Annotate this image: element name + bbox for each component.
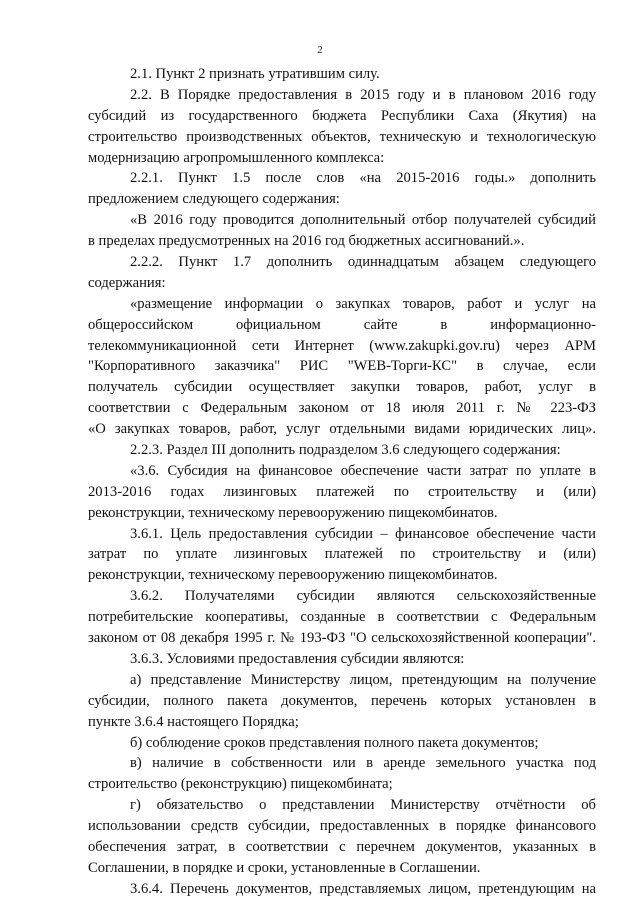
text-line: «размещение информации о закупках товаров, работ и услуг на	[130, 295, 596, 312]
text-line: строительство производственных объектов, техническую и технологическую	[88, 128, 596, 145]
text-line: в) наличие в собственности или в аренде земельного участка под	[130, 755, 596, 772]
text-line: строительство (реконструкцию) пищекомбината;	[88, 776, 393, 793]
text-line: содержания:	[88, 274, 166, 291]
text-line: обеспечения затрат, в соответствии с перечнем документов, указанных в	[88, 838, 596, 855]
text-line: Соглашении, в порядке и сроки, установленные в Соглашении.	[88, 859, 481, 876]
text-line: 2.2.3. Раздел III дополнить подразделом 3.6 следующего содержания:	[130, 442, 561, 459]
text-line: пункте 3.6.4 настоящего Порядка;	[88, 713, 299, 730]
text-line: 2.2.2. Пункт 1.7 дополнить одиннадцатым абзацем следующего	[130, 254, 596, 271]
text-line: субсидий из государственного бюджета Республики Саха (Якутия) на	[88, 107, 596, 124]
document-body	[88, 64, 596, 900]
page-number: 2	[317, 44, 323, 56]
text-line: 3.6.2. Получателями субсидии являются сельскохозяйственные	[130, 588, 596, 605]
text-line: реконструкции, техническому перевооружению пищекомбинатов.	[88, 504, 498, 521]
text-line: в пределах предусмотренных на 2016 год бюджетных ассигнований.».	[88, 233, 525, 250]
text-line: предложением следующего содержания:	[88, 191, 340, 208]
text-line: 2.2.1. Пункт 1.5 после слов «на 2015-2016 годы.» дополнить	[130, 170, 596, 187]
text-line: субсидии, полного пакета документов, перечень которых установлен в	[88, 692, 596, 709]
text-line: использовании средств субсидии, предоставленных в порядке финансового	[88, 818, 596, 835]
text-line: «О закупках товаров, работ, услуг отдельными видами юридических лиц».	[88, 421, 596, 438]
text-line: 3.6.4. Перечень документов, представляемых лицом, претендующим на	[130, 880, 596, 897]
text-line: 3.6.1. Цель предоставления субсидии – финансовое обеспечение части	[130, 525, 596, 542]
text-line: «3.6. Субсидия на финансовое обеспечение части затрат по уплате в	[130, 462, 596, 479]
text-line: 2.2. В Порядке предоставления в 2015 году и в плановом 2016 году	[130, 86, 596, 103]
text-line: 2013-2016 годах лизинговых платежей по строительству и (или)	[88, 483, 596, 500]
text-line: г) обязательство о представлении Министерству отчётности об	[130, 797, 596, 814]
text-line: а) представление Министерству лицом, претендующим на получение	[130, 671, 596, 688]
text-line: модернизацию агропромышленного комплекса:	[88, 149, 385, 166]
text-line: 2.1. Пункт 2 признать утратившим силу.	[130, 66, 380, 82]
text-line: "Корпоративного заказчика" РИС "WEB-Торги-КС" в случае, если	[88, 358, 596, 375]
text-line: законом от 08 декабря 1995 г. № 193-ФЗ "О сельскохозяйственной кооперации".	[88, 630, 596, 647]
text-line: затрат по уплате лизинговых платежей по строительству и (или)	[88, 546, 596, 563]
text-line: телекоммуникационной сети Интернет (www.zakupki.gov.ru) через АРМ	[88, 337, 596, 354]
text-line: получатель субсидии осуществляет закупки товаров, работ, услуг в	[88, 379, 596, 396]
text-line: «В 2016 году проводится дополнительный отбор получателей субсидий	[130, 212, 596, 229]
text-line: реконструкции, техническому перевооружению пищекомбинатов.	[88, 567, 498, 584]
text-line: б) соблюдение сроков представления полного пакета документов;	[130, 734, 539, 751]
text-line: 3.6.3. Условиями предоставления субсидии являются:	[130, 650, 465, 667]
text-line: потребительские кооперативы, созданные в соответствии с Федеральным	[88, 609, 596, 626]
text-line: общероссийском официальном сайте в информационно-	[88, 316, 596, 333]
text-line: соответствии с Федеральным законом от 18 июля 2011 г. № 223-ФЗ	[88, 400, 596, 417]
